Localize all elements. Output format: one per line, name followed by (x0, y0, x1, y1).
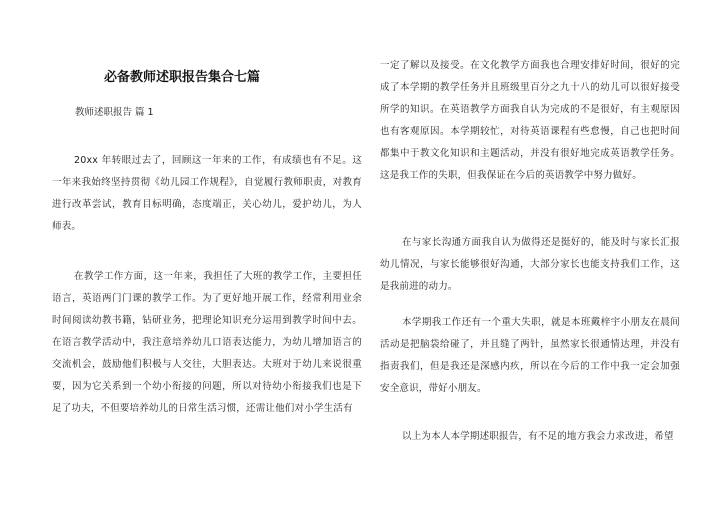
left-paragraph-2: 在教学工作方面，这一年来，我担任了大班的教学工作，主要担任语言，英语两门门课的教学工作。为了更好地开展工作，经常利用业余时间阅读幼教书籍，钻研业务，把理论知识充分运用到教学时间中去。在语言教学活动中，我注意培养幼儿口语表达能力，为幼儿增加语言的交流机会，鼓励他们积极与人交往，大胆表达。大班对于幼儿来说很重要，因为它关系到一个幼小衔接的问题，所以对待幼小衔接我们也是下足了功夫，不但要培养幼儿的日常生活习惯，还需让他们对小学生活有 (52, 271, 362, 414)
document-title: 必备教师述职报告集合七篇 (103, 70, 260, 85)
right-paragraph-2: 在与家长沟通方面我自认为做得还是挺好的，能及时与家长汇报幼儿情况，与家长能够很好沟通，大部分家长也能支持我们工作，这是我前进的动力。 (380, 237, 680, 292)
right-paragraph-1: 一定了解以及接受。在文化教学方面我也合理安排好时间，很好的完成了本学期的教学任务并且班级里百分之九十八的幼儿可以很好接受所学的知识。在英语教学方面我自认为完成的不是很好，有主观原因也有客观原因。本学期较忙，对待英语课程有些怠慢，自己也把时间都集中于教文化知识和主题活动，并没有很好地完成英语教学任务。这是我工作的失职，但我保证在今后的英语教学中努力做好。 (380, 60, 680, 181)
right-paragraph-4: 以上为本人本学期述职报告，有不足的地方我会力求改进，希望 (402, 431, 674, 442)
section-heading: 教师述职报告 篇 1 (75, 107, 154, 118)
right-paragraph-3: 本学期我工作还有一个重大失职，就是本班戴梓宇小朋友在晨间活动是把脑袋给碰了，并且缝了两针，虽然家长很通情达理，并没有指责我们，但是我还是深感内疚，所以在今后的工作中我一定会加强安全意识，带好小朋友。 (380, 317, 680, 394)
left-paragraph-1: 20xx 年转眼过去了，回顾这一年来的工作，有成绩也有不足。这一年来我始终坚持贯彻《幼儿园工作规程》，自觉履行教师职责，对教育进行改革尝试，教育目标明确，态度端正，关心幼儿，爱护幼儿，为人师表。 (52, 155, 362, 232)
